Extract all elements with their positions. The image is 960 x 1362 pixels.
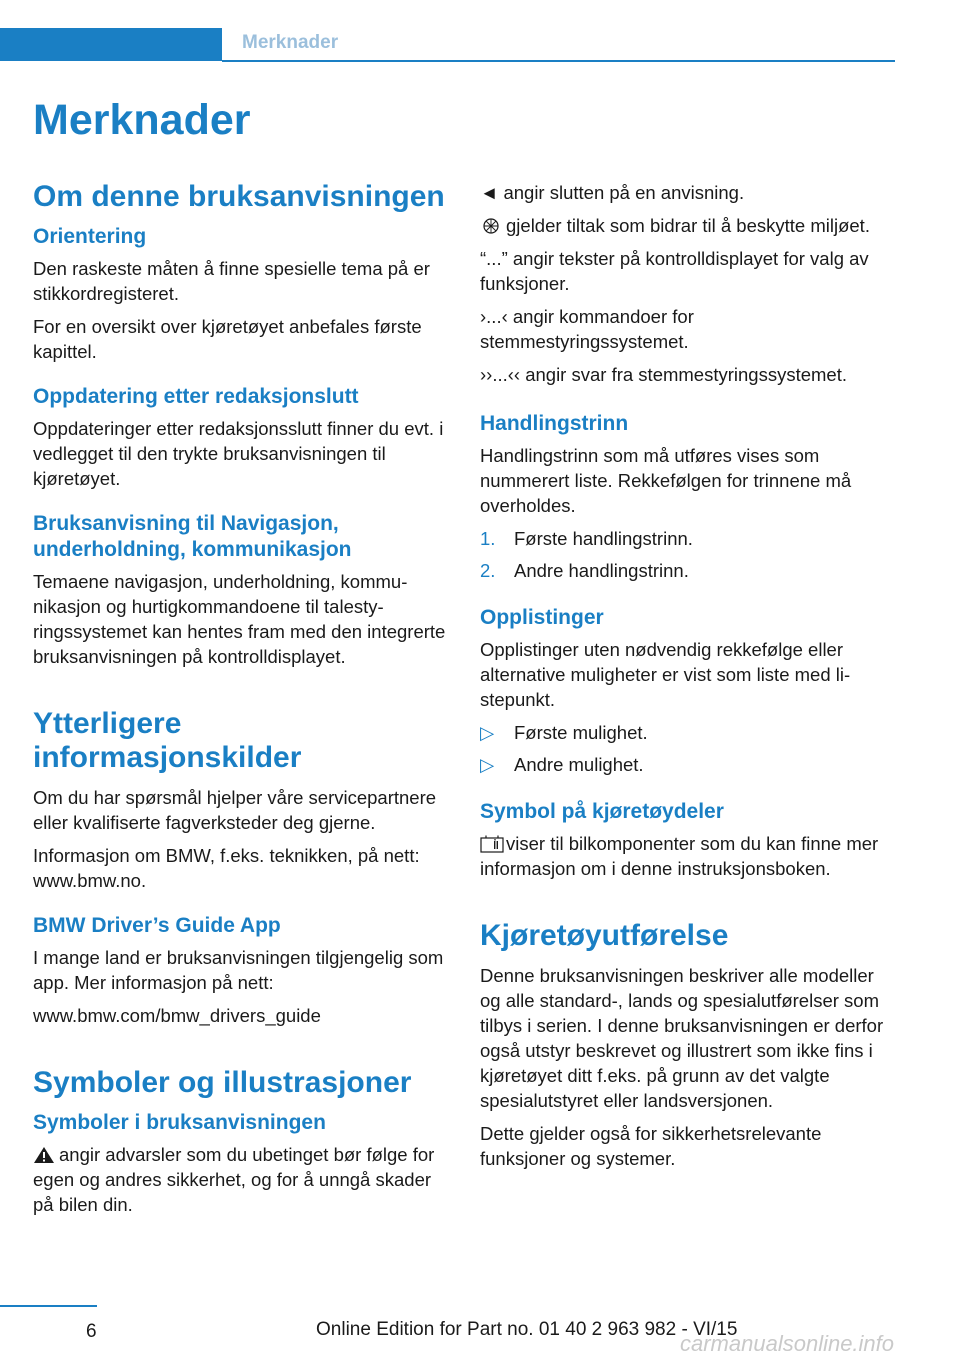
section-heading-about: Om denne bruksanvisningen xyxy=(33,180,445,213)
paragraph-lists: Opplistinger uten nødvendig rekkefølge eller alternative muligheter er vist som liste med listepunkt. xyxy=(480,639,851,710)
watermark: carmanualsonline.info xyxy=(680,1331,895,1356)
list-item: ▷ Første mulighet. xyxy=(480,722,648,743)
environment-icon xyxy=(480,217,502,235)
subheading-steps: Handlingstrinn xyxy=(480,412,629,435)
subheading-navigation-manual: Bruksanvisning til Navigasjon, underholdning, kommunikasjon xyxy=(33,512,352,561)
triangle-bullet-icon: ▷ xyxy=(480,722,495,743)
warning-triangle-icon xyxy=(33,1146,55,1164)
list-item: 1. Første handlingstrinn. xyxy=(480,528,693,549)
right-column xyxy=(480,180,893,1179)
environment-text: gjelder tiltak som bidrar til å beskytte miljøet. xyxy=(506,215,870,236)
page-title: Merknader xyxy=(33,96,251,144)
header-rule xyxy=(222,60,895,62)
symbol-voice-response-line: ››...‹‹ angir svar fra stemmestyringssystemet. xyxy=(480,364,847,385)
paragraph-steps: Handlingstrinn som må utføres vises som nummerert liste. Rekkefølgen for trinnene må overholdes. xyxy=(480,445,852,516)
paragraph-vehicle-version-1: Denne bruksanvisningen beskriver alle modeller og alle standard-, lands og spesialutførelser som tilbys i serien. I denne bruksanvisningen er derfor også utstyr beskrevet og illustrert som ikke fins i kjøretøyet ditt f.eks. på grunn av det valgte spesialutstyret eller landsversjonen. xyxy=(480,965,884,1111)
subheading-lists: Opplistinger xyxy=(480,606,604,629)
symbol-end-line: ◄ angir slutten på en anvisning. xyxy=(480,182,745,203)
paragraph-app-url: www.bmw.com/bmw_drivers_guide xyxy=(33,1005,321,1026)
paragraph-vehicle-symbol xyxy=(480,831,893,881)
paragraph-warning-symbol xyxy=(33,1142,446,1217)
footer-rule xyxy=(0,1305,97,1307)
warning-symbol-text: angir advarsler som du ubetinget bør følge for egen og andres sikkerhet, og for å unngå skader på bilen din. xyxy=(33,1144,435,1215)
subheading-drivers-guide-app: BMW Driver’s Guide App xyxy=(33,914,281,937)
paragraph-updates: Oppdateringer etter redaksjonsslutt finner du evt. i vedlegget til den trykte bruksanvisningen til kjøretøyet. xyxy=(33,418,444,489)
edition-note: Online Edition for Part no. 01 40 2 963 982 - VI/15 xyxy=(316,1319,738,1340)
paragraph-app-1: I mange land er bruksanvisningen tilgjengelig som app. Mer informasjon på nett: xyxy=(33,947,444,993)
subheading-symbols-in-manual: Symboler i bruksanvisningen xyxy=(33,1111,326,1134)
paragraph-orientation-2: For en oversikt over kjøretøyet anbefales første kapittel. xyxy=(33,316,422,362)
list-item: 2. Andre handlingstrinn. xyxy=(480,560,689,581)
header-color-bar xyxy=(0,28,222,61)
vehicle-symbol-text: viser til bilkomponenter som du kan finne mer informasjon om i denne instruksjonsboken. xyxy=(480,833,879,879)
book-reference-icon xyxy=(480,835,502,853)
running-header-title: Merknader xyxy=(242,32,339,53)
symbol-environment-line xyxy=(480,213,893,238)
symbol-voice-command-line: ›...‹ angir kommandoer for stemmestyringssystemet. xyxy=(480,306,694,352)
subheading-vehicle-symbol: Symbol på kjøretøydeler xyxy=(480,800,724,823)
symbol-quotes-line: “...” angir tekster på kontrolldisplayet for valg av funksjoner. xyxy=(480,248,869,294)
paragraph-more-info-2: Informasjon om BMW, f.eks. teknikken, på nett: www.bmw.no. xyxy=(33,845,420,891)
section-heading-symbols: Symboler og illustrasjoner xyxy=(33,1066,412,1099)
page-number: 6 xyxy=(86,1321,97,1342)
paragraph-more-info-1: Om du har spørsmål hjelper våre servicepartnere eller kvalifiserte fagverksteder deg gjerne. xyxy=(33,787,437,833)
list-item: ▷ Andre mulighet. xyxy=(480,754,644,775)
numbered-steps-list xyxy=(480,526,893,583)
subheading-updates: Oppdatering etter redaksjonslutt xyxy=(33,385,359,408)
paragraph-orientation-1: Den raskeste måten å finne spesielle tema på er stikkordregisteret. xyxy=(33,258,430,304)
subheading-orientation: Orientering xyxy=(33,225,147,248)
paragraph-vehicle-version-2: Dette gjelder også for sikkerhetsrelevante funksjoner og systemer. xyxy=(480,1123,822,1169)
paragraph-navigation-manual: Temaene navigasjon, underholdning, kommunikasjon og hurtigkommandoene til talestyringssystemet kan hentes fram med den integrerte bruksanvisningen på kontrolldisplayet. xyxy=(33,571,446,667)
section-heading-vehicle-version: Kjøretøyutførelse xyxy=(480,919,729,952)
section-heading-more-info: Ytterligere informasjonskilder xyxy=(33,707,302,774)
left-column xyxy=(33,180,446,1225)
triangle-bullet-icon: ▷ xyxy=(480,754,495,775)
bullet-list xyxy=(480,720,893,777)
